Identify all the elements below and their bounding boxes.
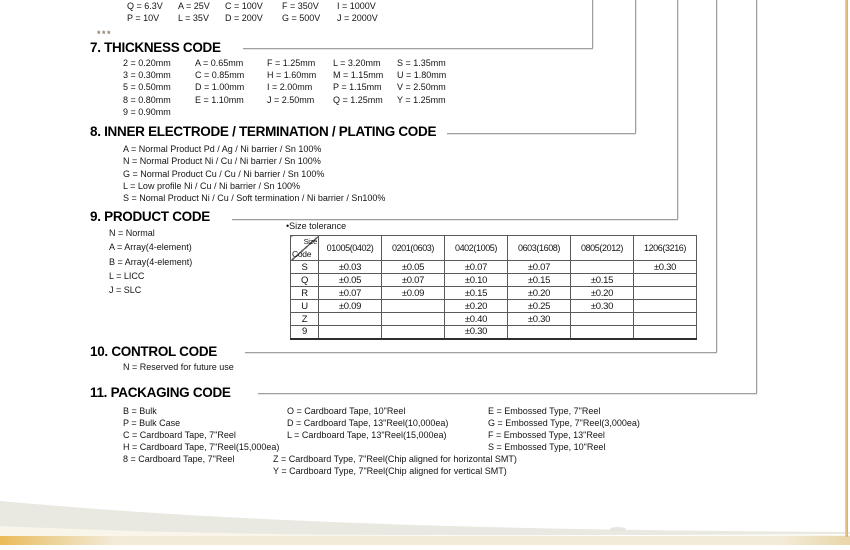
thickness-code-entry: I = 2.00mm [267,82,313,93]
tolerance-col-header: 0805(2012) [571,236,634,261]
tolerance-col-header: 0201(0603) [382,236,445,261]
tolerance-row [291,261,697,274]
tolerance-col-header: 01005(0402) [319,236,382,261]
tolerance-value [634,300,697,313]
thickness-code-entry: V = 2.50mm [397,82,446,93]
voltage-code-entry: Q = 6.3V [127,1,163,11]
thickness-code-entry: Y = 1.25mm [397,94,446,105]
packaging-code-col2b [273,453,517,477]
packaging-code-entry: H = Cardboard Tape, 7"Reel(15,000ea) [123,442,280,453]
thickness-code-entry: 9 = 0.90mm [123,106,171,117]
plating-code-entry: L = Low profile Ni / Cu / Ni barrier / Sn 100% [123,180,300,191]
tolerance-row [291,326,697,339]
tolerance-row [291,300,697,313]
thickness-code-entry: E = 1.10mm [195,94,244,105]
voltage-code-entry: D = 200V [225,12,263,23]
tolerance-value [634,313,697,326]
tolerance-value [571,313,634,326]
packaging-code-entry: Y = Cardboard Type, 7"Reel(Chip aligned for vertical SMT) [273,466,507,477]
voltage-code-entry: F = 350V [282,1,319,11]
tolerance-value [634,287,697,300]
tolerance-value: ±0.15 [508,274,571,287]
section-title-product: 9. PRODUCT CODE [90,209,211,224]
thickness-code-entry: 8 = 0.80mm [123,94,171,105]
voltage-code-entry: L = 35V [178,12,209,23]
packaging-code-col3 [488,405,640,453]
packaging-code-entry: C = Cardboard Tape, 7"Reel [123,430,236,441]
tolerance-value: ±0.09 [382,287,445,300]
plating-code-entry: N = Normal Product Ni / Cu / Ni barrier / Sn 100% [123,156,321,167]
tolerance-table [290,235,697,340]
tolerance-value [319,313,382,326]
bottom-gold-band [0,536,850,545]
tolerance-value [382,300,445,313]
tolerance-row [291,313,697,326]
voltage-code-entry: G = 500V [282,12,321,23]
packaging-code-entry: S = Embossed Type, 10"Reel [488,442,606,453]
tolerance-value: ±0.40 [445,313,508,326]
thickness-code-entry: 2 = 0.20mm [123,58,171,68]
packaging-code-entry: O = Cardboard Tape, 10"Reel [287,406,406,416]
packaging-code-col2 [287,405,448,441]
control-code-list [123,361,234,373]
tolerance-value [319,326,382,339]
thickness-code-entry: A = 0.65mm [195,58,244,68]
thickness-code-entry: Q = 1.25mm [333,94,383,105]
tolerance-value: ±0.05 [319,274,382,287]
plating-code-list [123,143,385,204]
tolerance-row-code: S [291,261,319,274]
corner-label-size: Size [303,237,317,246]
product-code-entry: A = Array(4-element) [109,242,192,253]
packaging-code-entry: L = Cardboard Tape, 13"Reel(15,000ea) [287,430,447,441]
tolerance-col-header: 1206(3216) [634,236,697,261]
plating-code-entry: G = Normal Product Cu / Cu / Ni barrier / Sn 100% [123,168,325,179]
packaging-code-entry: B = Bulk [123,406,157,416]
section-title-plating: 8. INNER ELECTRODE / TERMINATION / PLATING CODE [90,124,437,139]
leader-hline-product [232,219,678,220]
tolerance-row-code: Q [291,274,319,287]
tolerance-value: ±0.05 [382,261,445,274]
product-code-list [109,226,192,297]
product-code-entry: J = SLC [109,285,142,296]
plating-code-entry: A = Normal Product Pd / Ag / Ni barrier / Sn 100% [123,144,322,154]
tolerance-table-caption: •Size tolerance [286,221,347,231]
tolerance-table-body [291,261,697,339]
section-title-packaging: 11. PACKAGING CODE [90,385,231,400]
packaging-code-entry: Z = Cardboard Type, 7"Reel(Chip aligned for horizontal SMT) [273,454,517,464]
tolerance-row-code: U [291,300,319,313]
leader-hline-packaging [258,393,757,394]
thickness-code-entry: H = 1.60mm [267,70,317,81]
thickness-code-entry: 5 = 0.50mm [123,82,171,93]
page-right-edge [845,0,848,537]
leader-vline-thickness [592,0,593,48]
control-code-entry: N = Reserved for future use [123,362,234,372]
leader-vline-control [716,0,717,352]
footnote-stars: *** [97,29,113,39]
tolerance-value: ±0.30 [571,300,634,313]
voltage-code-entry: A = 25V [178,1,210,11]
thickness-code-entry: C = 0.85mm [195,70,245,81]
tolerance-value: ±0.30 [445,326,508,339]
tolerance-row-code: 9 [291,326,319,339]
tolerance-col-header: 0402(1005) [445,236,508,261]
leader-vline-packaging [756,0,757,393]
tolerance-value [382,313,445,326]
tolerance-value [508,326,571,339]
packaging-code-entry: 8 = Cardboard Tape, 7"Reel [123,454,235,465]
section-title-control: 10. CONTROL CODE [90,344,217,359]
packaging-code-entry: E = Embossed Type, 7"Reel [488,406,601,416]
packaging-code-entry: F = Embossed Type, 13"Reel [488,430,605,441]
thickness-code-entry: D = 1.00mm [195,82,245,93]
tolerance-col-header: 0603(1608) [508,236,571,261]
tolerance-value [634,274,697,287]
leader-hline-control [245,352,717,353]
thickness-code-entry: S = 1.35mm [397,58,446,68]
product-code-entry: B = Array(4-element) [109,256,193,267]
voltage-code-entry: J = 2000V [337,12,378,23]
packaging-code-entry: G = Embossed Type, 7"Reel(3,000ea) [488,418,640,429]
tolerance-value: ±0.07 [445,261,508,274]
thickness-code-entry: U = 1.80mm [397,70,447,81]
voltage-code-entry: I = 1000V [337,1,376,11]
product-code-entry: L = LICC [109,270,145,281]
packaging-code-entry: P = Bulk Case [123,418,181,429]
section-title-thickness: 7. THICKNESS CODE [90,40,221,55]
tolerance-row-code: R [291,287,319,300]
leader-hline-thickness [243,48,593,49]
product-code-entry: N = Normal [109,228,155,238]
tolerance-value: ±0.15 [571,274,634,287]
thickness-code-entry: 3 = 0.30mm [123,70,171,81]
thickness-code-entry: J = 2.50mm [267,94,315,105]
tolerance-value [571,326,634,339]
voltage-code-entry: P = 10V [127,12,160,23]
thickness-code-entry: M = 1.15mm [333,70,384,81]
tolerance-value: ±0.03 [319,261,382,274]
voltage-code-list [127,1,378,24]
leader-hline-plating [447,133,636,134]
tolerance-value: ±0.15 [445,287,508,300]
tolerance-value: ±0.30 [508,313,571,326]
tolerance-value: ±0.07 [382,274,445,287]
leader-vline-product [677,0,678,219]
thickness-code-list [123,57,446,118]
tolerance-value: ±0.20 [508,287,571,300]
tolerance-row [291,287,697,300]
tolerance-value: ±0.20 [445,300,508,313]
tolerance-row [291,274,697,287]
plating-code-entry: S = Nomal Product Ni / Cu / Soft termination / Ni barrier / Sn100% [123,193,386,204]
tolerance-value: ±0.25 [508,300,571,313]
tolerance-value [634,326,697,339]
voltage-code-entry: C = 100V [225,1,263,11]
tolerance-corner-cell [291,236,319,261]
page-smudge-mark [610,527,626,531]
tolerance-value: ±0.07 [508,261,571,274]
corner-label-code: Code [292,249,312,259]
tolerance-value: ±0.10 [445,274,508,287]
tolerance-value: ±0.20 [571,287,634,300]
tolerance-table-head-row [291,236,697,261]
tolerance-value: ±0.07 [319,287,382,300]
thickness-code-entry: L = 3.20mm [333,58,381,68]
tolerance-row-code: Z [291,313,319,326]
thickness-code-entry: F = 1.25mm [267,58,316,68]
packaging-code-col1 [123,405,279,465]
thickness-code-entry: P = 1.15mm [333,82,382,93]
tolerance-value: ±0.09 [319,300,382,313]
tolerance-value [571,261,634,274]
tolerance-value: ±0.30 [634,261,697,274]
leader-vline-plating [635,0,636,133]
tolerance-value [382,326,445,339]
packaging-code-entry: D = Cardboard Tape, 13"Reel(10,000ea) [287,418,449,429]
